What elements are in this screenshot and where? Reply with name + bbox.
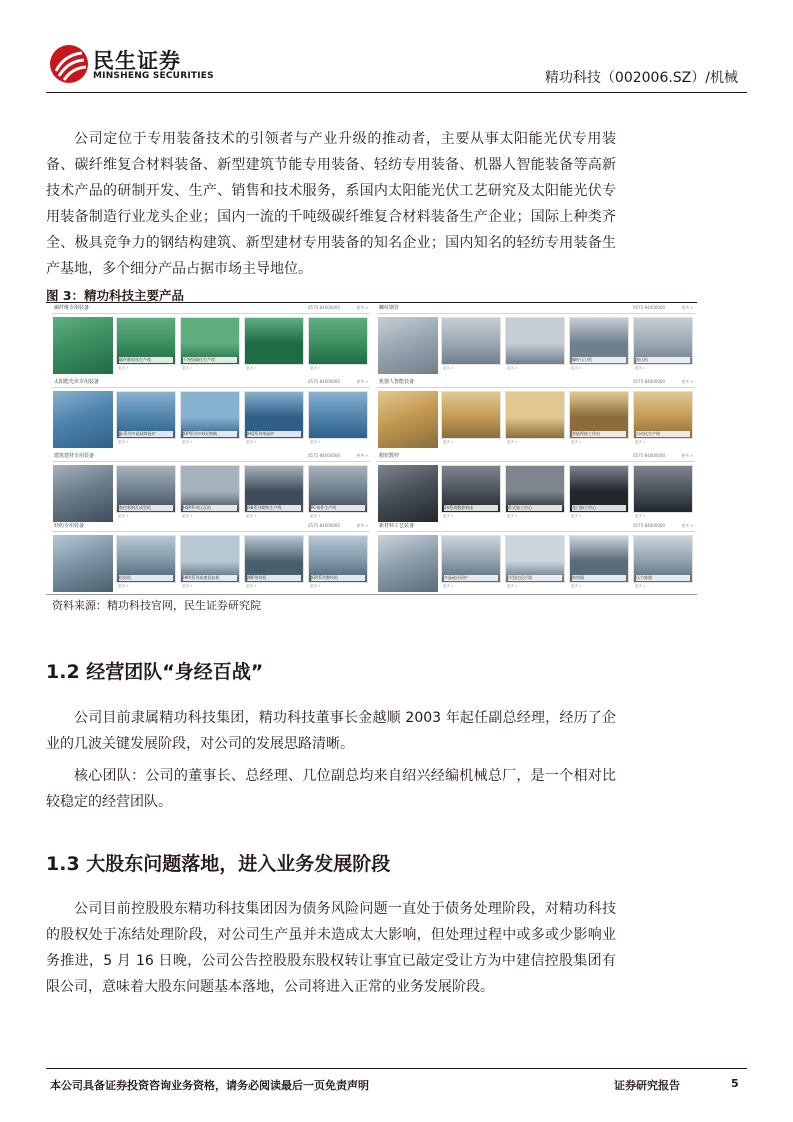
product-caption: 卧式加工中心 (508, 505, 562, 511)
panel-more-link[interactable]: 更多 » (356, 453, 368, 458)
panel-more-link[interactable]: 更多 » (681, 305, 693, 310)
product-thumbnail[interactable] (441, 535, 501, 583)
panel-category-label: 轻纺专用装备 (54, 523, 85, 529)
product-thumbnail[interactable] (180, 465, 240, 513)
product-caption: 碳纤维原丝生产线 (119, 357, 173, 363)
product-panel (52, 303, 370, 375)
product-caption: JWF络筒机 (247, 575, 301, 581)
panel-phone: 0575-84000000 (633, 379, 665, 384)
product-detail-link[interactable]: 更多 » (246, 514, 257, 518)
product-panel (52, 451, 370, 523)
product-thumbnail[interactable] (244, 535, 304, 583)
product-panel (52, 521, 370, 593)
product-thumbnail[interactable] (569, 317, 629, 365)
footer-divider (46, 1068, 747, 1069)
product-thumbnail[interactable] (116, 317, 176, 365)
section-1-2-paragraph-1: 公司目前隶属精功科技集团，精功科技董事长金越顺 2003 年起任副总经理，经历了企业的几波关键发展阶段，对公司的发展思路清晰。 (46, 710, 616, 752)
product-detail-link[interactable]: 更多 » (118, 366, 129, 370)
footer-disclaimer: 本公司具备证券投资咨询业务资格，请务必阅读最后一页免责声明 (50, 1079, 369, 1092)
header-divider (46, 92, 747, 93)
product-thumbnail[interactable] (569, 535, 629, 583)
panel-more-link[interactable]: 更多 » (356, 305, 368, 310)
product-detail-link[interactable]: 更多 » (246, 440, 257, 444)
product-detail-link[interactable]: 更多 » (507, 366, 518, 370)
product-thumbnail[interactable] (505, 535, 565, 583)
product-caption: JSB系列砌块生产线 (247, 505, 301, 511)
product-thumbnail[interactable] (244, 465, 304, 513)
company-logo (50, 43, 214, 91)
panel-more-link[interactable]: 更多 » (681, 453, 693, 458)
product-caption: 5X系列数控机床 (444, 505, 498, 511)
panel-phone: 0575-84000000 (308, 379, 340, 384)
product-thumbnail[interactable] (633, 317, 693, 365)
product-detail-link[interactable]: 更多 » (571, 440, 582, 444)
section-heading-1-2: 1.2 经营团队“身经百战” (46, 661, 264, 683)
product-thumbnail[interactable] (633, 535, 693, 583)
product-detail-link[interactable]: 更多 » (507, 584, 518, 588)
panel-feature-photo (53, 465, 113, 522)
product-detail-link[interactable]: 更多 » (310, 366, 321, 370)
logo-english-name: MINSHENG SECURITIES (93, 71, 214, 81)
product-detail-link[interactable]: 更多 » (443, 514, 454, 518)
product-thumbnail[interactable] (180, 535, 240, 583)
product-detail-link[interactable]: 更多 » (443, 440, 454, 444)
product-thumbnail[interactable] (505, 391, 565, 439)
panel-more-link[interactable]: 更多 » (681, 523, 693, 528)
product-detail-link[interactable]: 更多 » (118, 514, 129, 518)
panel-category-label: 新材料工艺装备 (379, 523, 415, 529)
product-caption: HSP系列压瓦机 (183, 505, 237, 511)
product-thumbnail[interactable] (633, 391, 693, 439)
product-detail-link[interactable]: 更多 » (507, 514, 518, 518)
product-thumbnail[interactable] (116, 391, 176, 439)
product-thumbnail[interactable] (244, 391, 304, 439)
product-thumbnail[interactable] (180, 391, 240, 439)
panel-phone: 0575-84000000 (308, 305, 340, 310)
product-thumbnail[interactable] (633, 465, 693, 513)
section-heading-1-3: 1.3 大股东问题落地，进入业务发展阶段 (46, 853, 391, 875)
panel-header (52, 377, 370, 388)
product-thumbnail[interactable] (116, 465, 176, 513)
product-thumbnail[interactable] (308, 391, 368, 439)
product-detail-link[interactable]: 更多 » (246, 584, 257, 588)
panel-feature-photo (53, 535, 113, 592)
product-thumbnail[interactable] (180, 317, 240, 365)
figure-title: 图 3：精功科技主要产品 (46, 286, 697, 303)
panel-header (377, 451, 695, 462)
product-detail-link[interactable]: 更多 » (571, 584, 582, 588)
product-figure (52, 303, 695, 593)
product-detail-link[interactable]: 更多 » (571, 514, 582, 518)
product-detail-link[interactable]: 更多 » (310, 514, 321, 518)
product-thumbnail[interactable] (308, 465, 368, 513)
product-caption: 螺杆压力机 (572, 357, 626, 363)
panel-more-link[interactable]: 更多 » (356, 523, 368, 528)
product-caption: 智能焊接工作站 (572, 431, 626, 437)
product-caption: 多晶硅还原炉 (444, 575, 498, 581)
report-reference: 精功科技（002006.SZ）/机械 (544, 70, 738, 86)
section-1-3-paragraph: 公司目前控股股东精功科技集团因为债务风险问题一直处于债务处理阶段，对精功科技的股权处于冻结处理阶段，对公司生产虽并未造成太大影响，但处理过程中或多或少影响业务推进，5 月 16 日晚，公司公告控股股东股权转让事宜已敲定受让方为中建信控股集团有限公司，意味着大股东问题基本落地，公司将进入正常的业务发展阶段。 (46, 901, 616, 995)
panel-more-link[interactable]: 更多 » (681, 379, 693, 384)
product-detail-link[interactable]: 更多 » (635, 584, 646, 588)
panel-header (377, 521, 695, 532)
product-caption: 龙门加工中心 (572, 505, 626, 511)
product-detail-link[interactable]: 更多 » (635, 440, 646, 444)
panel-feature-photo (378, 317, 438, 374)
product-caption: JHQ系列单晶炉 (247, 431, 301, 437)
product-caption: 冷氢化反应器 (508, 575, 562, 581)
product-thumbnail[interactable] (116, 535, 176, 583)
panel-feature-photo (53, 391, 113, 448)
product-thumbnail[interactable] (505, 317, 565, 365)
panel-phone: 0575-84000000 (633, 305, 665, 310)
product-caption: 自动化生产线 (636, 431, 690, 437)
product-caption: 换热器 (572, 575, 626, 581)
panel-more-link[interactable]: 更多 » (356, 379, 368, 384)
panel-phone: 0575-84000000 (308, 523, 340, 528)
product-thumbnail[interactable] (244, 317, 304, 365)
product-detail-link[interactable]: 更多 » (310, 584, 321, 588)
panel-header (52, 521, 370, 532)
section-1-2-paragraph-2: 核心团队：公司的董事长、总经理、几位副总均来自绍兴经编机械总厂，是一个相对比较稳定的经营团队。 (46, 768, 616, 810)
page-number: 5 (731, 1077, 739, 1090)
product-detail-link[interactable]: 更多 » (118, 584, 129, 588)
intro-paragraph: 公司定位于专用装备技术的引领者与产业升级的推动者，主要从事太阳能光伏专用装备、碳纤维复合材料装备、新型建筑节能专用装备、轻纺专用装备、机器人智能装备等高新技术产品的研制开发、生产、销售和技术服务，系国内太阳能光伏工艺研究及太阳能光伏专用装备制造行业龙头企业；国内一流的千吨级碳纤维复合材料装备生产企业；国际上种类齐全、极具竞争力的钢结构建筑、新型建材专用装备的知名企业；国内知名的轻纺专用装备生产基地，多个细分产品占据市场主导地位。 (46, 131, 616, 277)
product-caption: 千吨级碳化生产线 (183, 357, 237, 363)
footer-report-type: 证券研究报告 (614, 1079, 680, 1092)
product-thumbnail[interactable] (441, 391, 501, 439)
product-detail-link[interactable]: 更多 » (182, 366, 193, 370)
product-caption: JGR系列整经机 (311, 575, 365, 581)
product-detail-link[interactable]: 更多 » (443, 584, 454, 588)
minsheng-logo-icon (50, 45, 88, 83)
product-caption: 液压机 (636, 357, 690, 363)
panel-category-label: 螺纹钢管 (379, 305, 400, 311)
panel-category-label: 太阳能光伏专用装备 (54, 379, 100, 385)
panel-header (52, 451, 370, 462)
product-detail-link[interactable]: 更多 » (443, 366, 454, 370)
product-detail-link[interactable]: 更多 » (246, 366, 257, 370)
product-thumbnail[interactable] (441, 465, 501, 513)
panel-category-label: 建筑建材专用装备 (54, 453, 95, 459)
product-thumbnail[interactable] (441, 317, 501, 365)
product-thumbnail[interactable] (308, 535, 368, 583)
product-thumbnail[interactable] (569, 391, 629, 439)
product-panel (377, 377, 695, 449)
product-detail-link[interactable]: 更多 » (182, 514, 193, 518)
figure-source: 资料来源：精功科技官网，民生证券研究院 (52, 599, 261, 612)
product-caption: 压力容器 (636, 575, 690, 581)
product-detail-link[interactable]: 更多 » (635, 514, 646, 518)
product-caption: JDP系列多线切割机 (183, 431, 237, 437)
panel-header (52, 303, 370, 314)
product-panel (52, 377, 370, 449)
product-panel (377, 521, 695, 593)
product-detail-link[interactable]: 更多 » (182, 440, 193, 444)
panel-category-label: 机器人智能装备 (379, 379, 415, 385)
product-detail-link[interactable]: 更多 » (310, 440, 321, 444)
figure-divider (46, 594, 697, 595)
product-thumbnail[interactable] (569, 465, 629, 513)
product-caption: JJL系列多晶硅铸锭炉 (119, 431, 173, 437)
product-caption: HKV系列高速倍捻机 (183, 575, 237, 581)
panel-category-label: 碳纤维专用装备 (54, 305, 90, 311)
panel-phone: 0575-84000000 (633, 523, 665, 528)
panel-category-label: 精密数控 (379, 453, 400, 459)
panel-feature-photo (53, 317, 113, 374)
product-thumbnail[interactable] (308, 317, 368, 365)
logo-chinese-name: 民生证券 (93, 49, 181, 73)
panel-feature-photo (378, 465, 438, 522)
panel-header (377, 377, 695, 388)
product-caption: 数控彩钢瓦成型机 (119, 505, 173, 511)
panel-header (377, 303, 695, 314)
product-detail-link[interactable]: 更多 » (182, 584, 193, 588)
product-caption: 倍捻机 (119, 575, 173, 581)
product-detail-link[interactable]: 更多 » (507, 440, 518, 444)
panel-feature-photo (378, 535, 438, 592)
product-detail-link[interactable]: 更多 » (635, 366, 646, 370)
product-panel (377, 451, 695, 523)
product-detail-link[interactable]: 更多 » (118, 440, 129, 444)
product-panel (377, 303, 695, 375)
panel-phone: 0575-84000000 (308, 453, 340, 458)
panel-feature-photo (378, 391, 438, 448)
panel-phone: 0575-84000000 (633, 453, 665, 458)
product-caption: PC构件生产线 (311, 505, 365, 511)
product-detail-link[interactable]: 更多 » (571, 366, 582, 370)
product-thumbnail[interactable] (505, 465, 565, 513)
